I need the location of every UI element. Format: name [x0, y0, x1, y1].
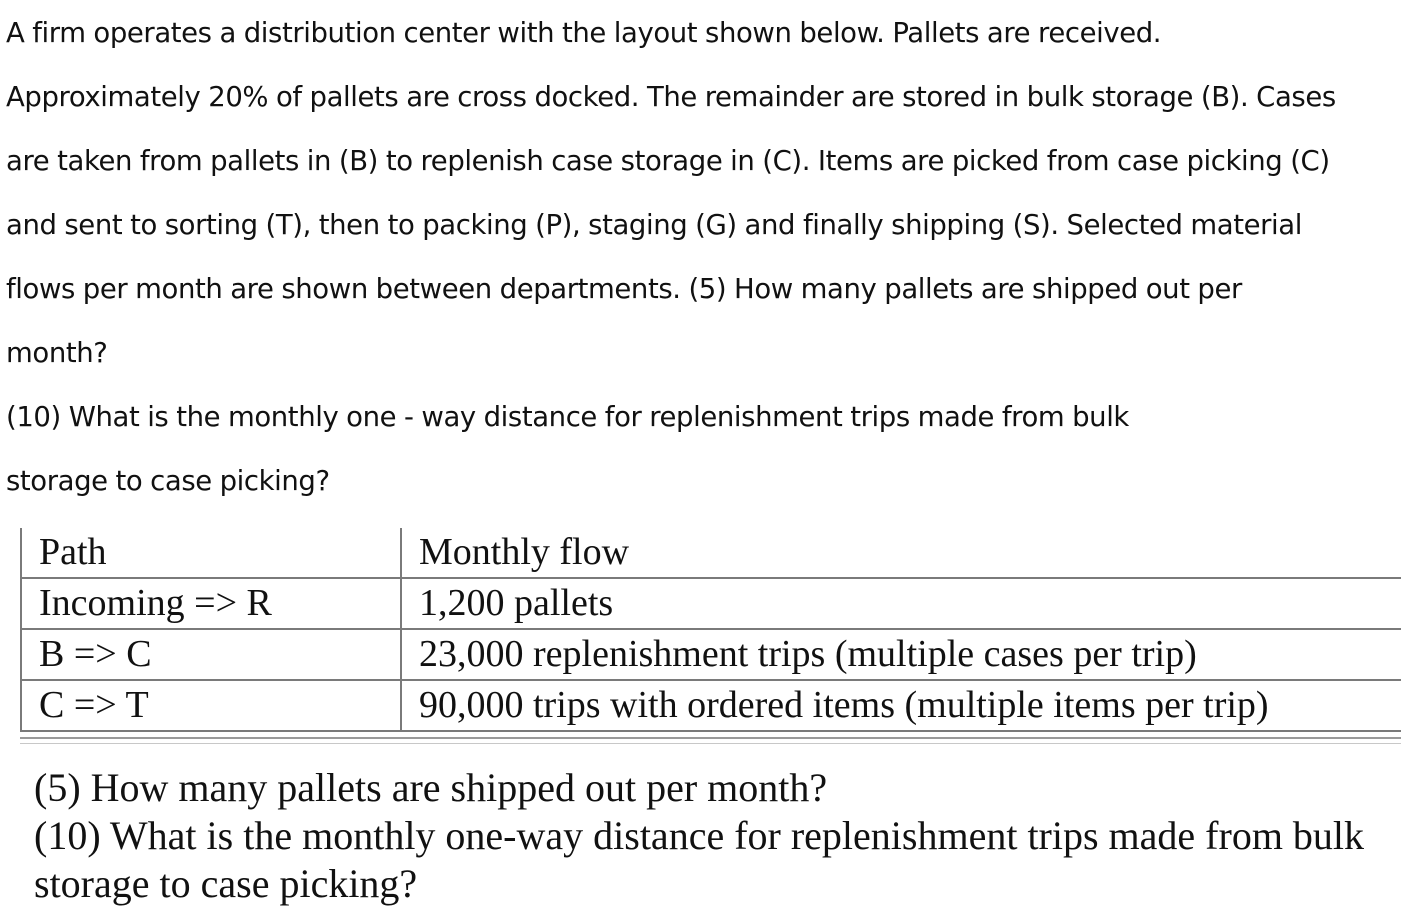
table-header-row	[21, 528, 1401, 578]
image-question-line: storage to case picking?	[34, 861, 418, 906]
header-monthly-flow: Monthly flow	[401, 528, 1401, 578]
table-row	[21, 578, 1401, 629]
table-row	[21, 680, 1401, 731]
table-cell-flow: 23,000 replenishment trips (multiple cases per trip)	[401, 629, 1401, 680]
question-line: are taken from pallets in (B) to replenish case storage in (C). Items are picked from case picking (C)	[6, 145, 1330, 177]
question-line: month?	[6, 337, 108, 369]
question-text	[6, 0, 1422, 513]
image-question-line: (5) How many pallets are shipped out per month?	[34, 765, 828, 810]
question-line: flows per month are shown between departments. (5) How many pallets are shipped out per	[6, 273, 1242, 305]
section-divider	[20, 737, 1401, 744]
table-cell-path: C => T	[21, 680, 401, 731]
question-line: storage to case picking?	[6, 465, 330, 497]
question-line: Approximately 20% of pallets are cross docked. The remainder are stored in bulk storage (B). Cases	[6, 81, 1336, 113]
question-line: (10) What is the monthly one - way distance for replenishment trips made from bulk	[6, 401, 1129, 433]
table-cell-flow: 90,000 trips with ordered items (multiple items per trip)	[401, 680, 1401, 731]
flow-table-image	[20, 528, 1401, 920]
table-row	[21, 629, 1401, 680]
image-question-line: (10) What is the monthly one-way distance for replenishment trips made from bulk	[34, 813, 1365, 858]
table-cell-path: B => C	[21, 629, 401, 680]
table-cell-path: Incoming => R	[21, 578, 401, 629]
image-questions	[34, 764, 1364, 908]
question-line: A firm operates a distribution center with the layout shown below. Pallets are received.	[6, 17, 1162, 49]
question-line: and sent to sorting (T), then to packing (P), staging (G) and finally shipping (S). Selected material	[6, 209, 1302, 241]
monthly-flow-table	[20, 528, 1401, 732]
header-path: Path	[21, 528, 401, 578]
table-cell-flow: 1,200 pallets	[401, 578, 1401, 629]
